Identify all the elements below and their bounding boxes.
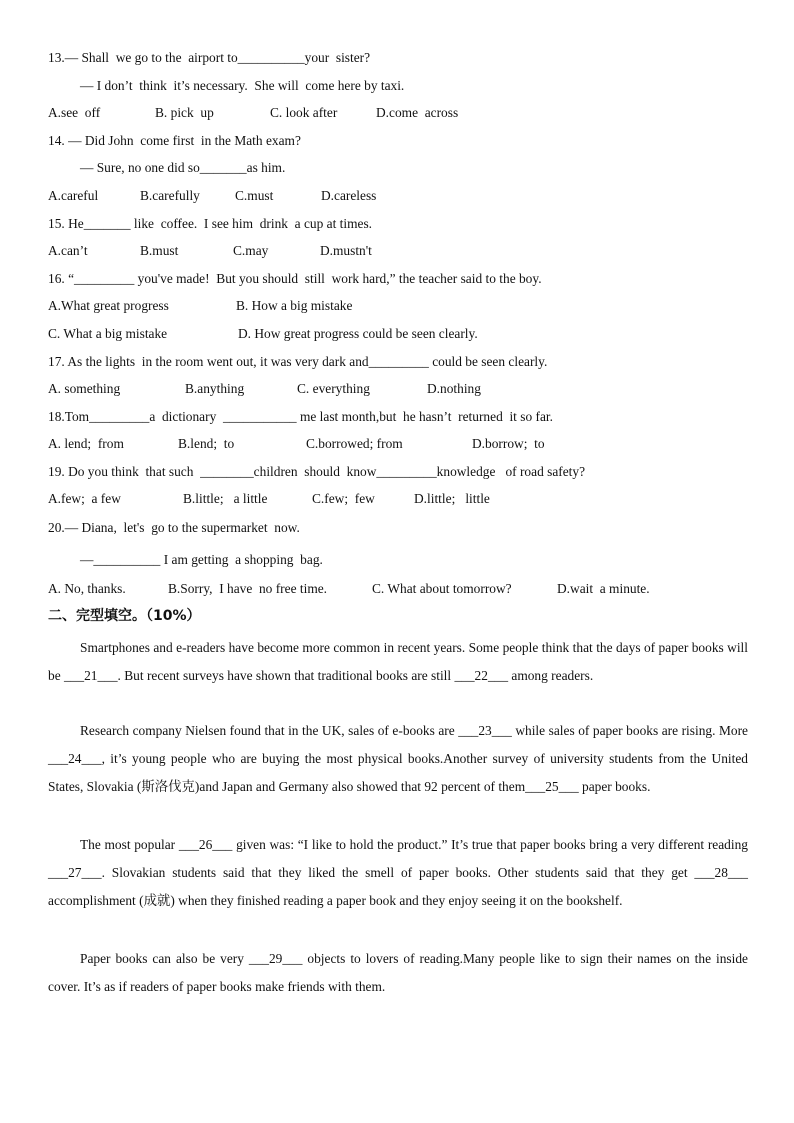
question-13: 13.— Shall we go to the airport to__________your sister? <box>48 50 371 65</box>
section-heading: 二、完型填空。（10%） <box>48 608 201 624</box>
option-20-b: B.Sorry, I have no free time. <box>168 581 328 596</box>
option-14-b: B.carefully <box>140 188 200 203</box>
option-15-c: C.may <box>233 243 269 258</box>
question-13-reply: — I don’t think it’s necessary. She will come here by taxi. <box>80 78 405 93</box>
option-13-b: B. pick up <box>155 105 214 120</box>
cloze-paragraph-2: Research company Nielsen found that in the UK, sales of e-books are ___23___ while sales of paper books are rising. More ___24___, it’s young people who are buying the most physical books.Another survey of university students from the United States, Slovakia (斯洛伐克)and Japan and Germany also showed that 92 percent of them___25___ paper books. <box>48 723 748 794</box>
option-19-b: B.little; a little <box>183 491 268 506</box>
option-18-b: B.lend; to <box>178 436 235 451</box>
option-19-d: D.little; little <box>414 491 490 506</box>
option-18-d: D.borrow; to <box>472 436 545 451</box>
option-16-c: C. What a big mistake <box>48 326 168 341</box>
cloze-paragraph-3: The most popular ___26___ given was: “I like to hold the product.” It’s true that paper books bring a very different reading ___27___. Slovakian students said that they liked the smell of paper books. Other students said that they get ___28___ accomplishment (成就) when they finished reading a paper book and they enjoy seeing it on the bookshelf. <box>48 837 748 908</box>
cloze-paragraph-4: Paper books can also be very ___29___ objects to lovers of reading.Many people like to sign their names on the inside cover. It’s as if readers of paper books make friends with them. <box>48 951 748 994</box>
option-13-d: D.come across <box>376 105 459 120</box>
option-19-a: A.few; a few <box>48 491 121 506</box>
question-20: 20.— Diana, let's go to the supermarket now. <box>48 520 300 535</box>
question-19: 19. Do you think that such ________children should know_________knowledge of road safety? <box>48 464 586 479</box>
option-17-c: C. everything <box>297 381 370 396</box>
option-17-b: B.anything <box>185 381 245 396</box>
option-20-a: A. No, thanks. <box>48 581 126 596</box>
option-18-a: A. lend; from <box>48 436 124 451</box>
option-14-a: A.careful <box>48 188 99 203</box>
question-14-reply: — Sure, no one did so_______as him. <box>80 160 286 175</box>
question-18: 18.Tom_________a dictionary ___________ me last month,but he hasn’t returned it so far. <box>48 409 553 424</box>
option-15-a: A.can’t <box>48 243 88 258</box>
option-19-c: C.few; few <box>312 491 375 506</box>
question-16: 16. “_________ you've made! But you should still work hard,” the teacher said to the boy. <box>48 271 542 286</box>
question-20-reply: —__________ I am getting a shopping bag. <box>80 552 323 567</box>
option-16-a: A.What great progress <box>48 298 169 313</box>
option-13-a: A.see off <box>48 105 101 120</box>
option-13-c: C. look after <box>270 105 338 120</box>
option-20-d: D.wait a minute. <box>557 581 650 596</box>
option-16-b: B. How a big mistake <box>236 298 353 313</box>
option-14-c: C.must <box>235 188 274 203</box>
option-16-d: D. How great progress could be seen clearly. <box>238 326 478 341</box>
option-17-a: A. something <box>48 381 121 396</box>
option-20-c: C. What about tomorrow? <box>372 581 512 596</box>
cloze-paragraph-1: Smartphones and e-readers have become more common in recent years. Some people think that the days of paper books will be ___21___. But recent surveys have shown that traditional books are still ___22___ among readers. <box>48 640 748 683</box>
question-14: 14. — Did John come first in the Math exam? <box>48 133 301 148</box>
question-15: 15. He_______ like coffee. I see him drink a cup at times. <box>48 216 373 231</box>
question-17: 17. As the lights in the room went out, it was very dark and_________ could be seen clearly. <box>48 354 548 369</box>
option-17-d: D.nothing <box>427 381 481 396</box>
option-15-d: D.mustn't <box>320 243 372 258</box>
option-18-c: C.borrowed; from <box>306 436 403 451</box>
option-15-b: B.must <box>140 243 179 258</box>
option-14-d: D.careless <box>321 188 377 203</box>
